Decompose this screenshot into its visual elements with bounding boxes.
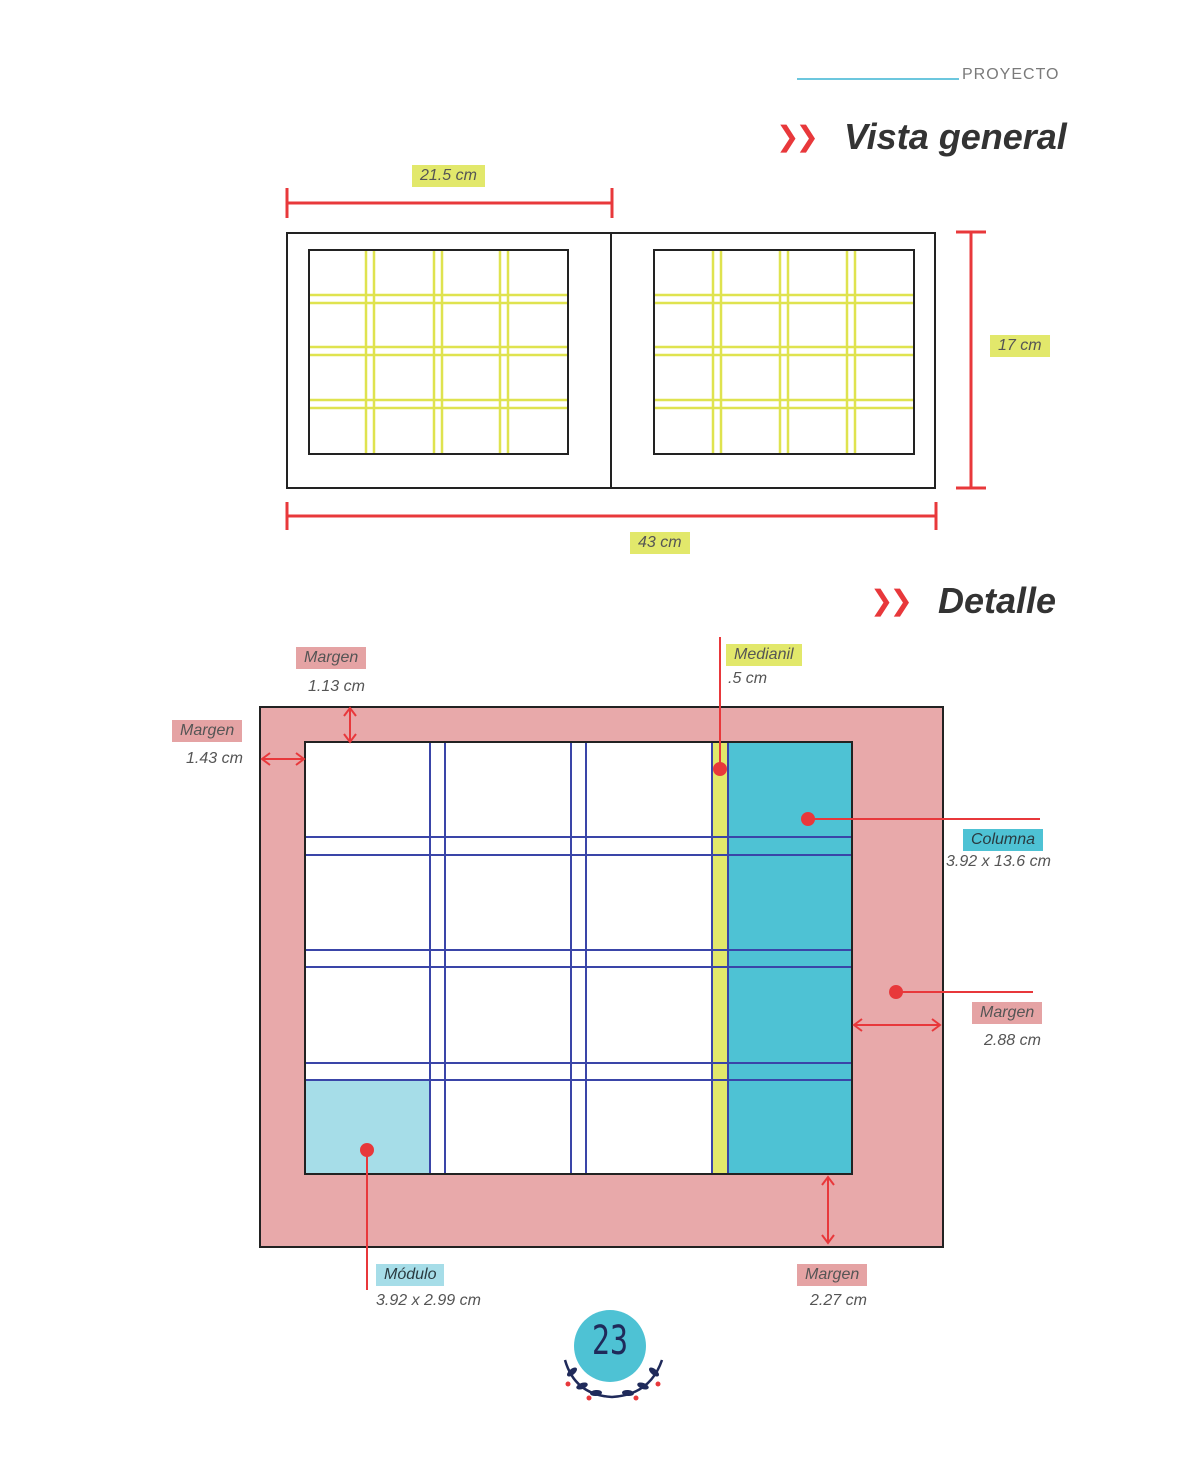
detail-title: Detalle (938, 580, 1057, 621)
page-width-dimension-line (287, 188, 612, 218)
detail-diagram (260, 637, 1040, 1290)
margin-bottom-value: 2.27 cm (810, 1292, 867, 1309)
column-value: 3.92 x 13.6 cm (946, 853, 1051, 870)
margin-inner-value: 1.43 cm (186, 750, 243, 767)
spread-width-label: 43 cm (630, 532, 690, 554)
margin-bottom-label: Margen (797, 1264, 867, 1286)
spread-width-dimension-line (287, 502, 936, 530)
page-width-label: 21.5 cm (412, 165, 485, 187)
column-highlight (728, 742, 852, 1174)
margin-outer-label: Margen (972, 1002, 1042, 1024)
page-number: 23 (591, 1318, 629, 1364)
height-label: 17 cm (990, 335, 1050, 357)
right-page-grid (654, 250, 914, 454)
section-label: PROYECTO (962, 66, 1060, 83)
module-label: Módulo (376, 1264, 444, 1286)
margin-outer-value: 2.88 cm (984, 1032, 1041, 1049)
gutter-label: Medianil (726, 644, 802, 666)
margin-top-value: 1.13 cm (308, 678, 365, 695)
double-chevron-icon: ❯❯ (870, 585, 909, 616)
module-value: 3.92 x 2.99 cm (376, 1292, 481, 1309)
gutter-value: .5 cm (728, 670, 768, 687)
left-page-grid (309, 250, 568, 454)
overview-title: Vista general (844, 116, 1067, 157)
margin-inner-label: Margen (172, 720, 242, 742)
left-page-text-area (309, 250, 568, 454)
right-page-text-area (654, 250, 914, 454)
margin-top-label: Margen (296, 647, 366, 669)
double-chevron-icon: ❯❯ (776, 121, 815, 152)
overview-diagram (287, 188, 986, 530)
gutter-highlight (712, 742, 728, 1174)
height-dimension-line (956, 232, 986, 488)
column-label: Columna (963, 829, 1043, 851)
